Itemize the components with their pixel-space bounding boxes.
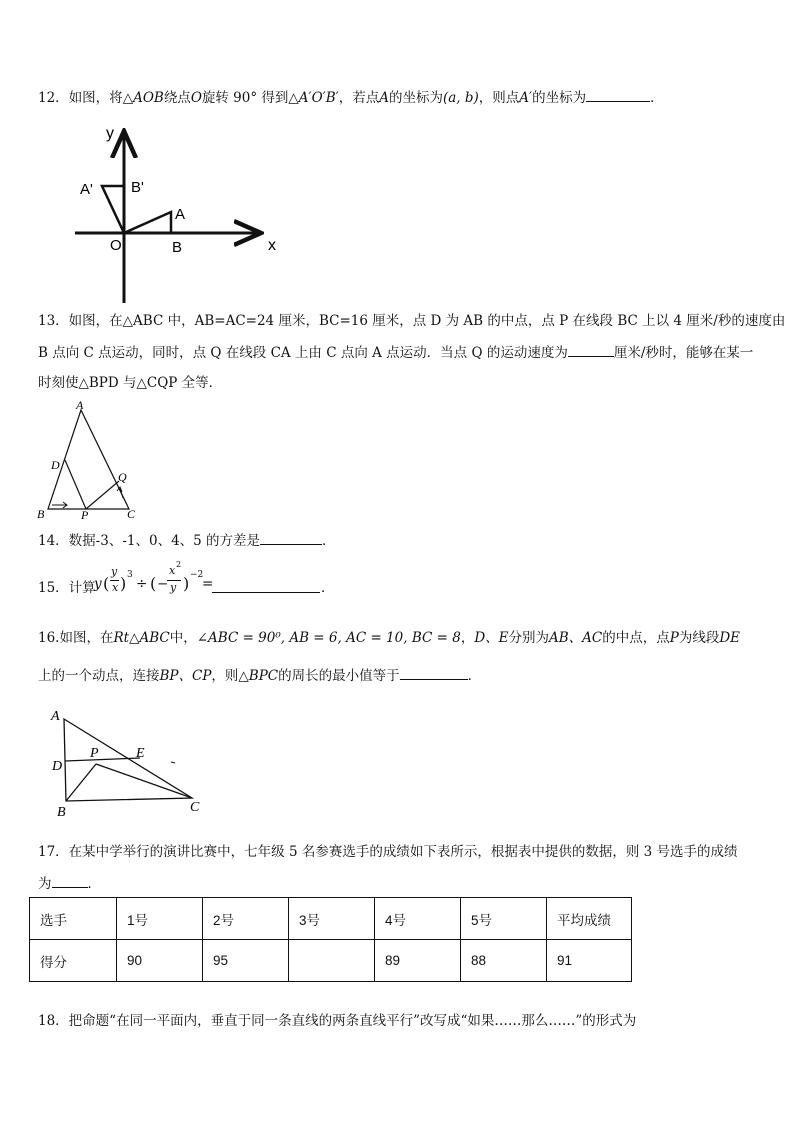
question-12: 12．如图，将△AOB绕点O旋转 90° 得到△A′O′B′，若点A的坐标为(a, b)，则点A′的坐标为 ． <box>38 87 664 108</box>
label-d: D <box>52 759 63 774</box>
table-header-cell: 2号 <box>203 898 289 940</box>
table-cell: 91 <box>547 940 632 982</box>
table-cell: 得分 <box>30 940 117 982</box>
label-e: E <box>136 746 145 761</box>
dash-mark <box>171 762 175 763</box>
question-13-line-1: 13．如图，在△ABC 中，AB=AC=24 厘米，BC=16 厘米，点 D 为 AB 的中点，点 P 在线段 BC 上以 4 厘米/秒的速度由 <box>38 313 786 329</box>
figure-16-right-triangle <box>46 703 216 828</box>
question-17-line-1: 17．在某中学举行的演讲比赛中，七年级 5 名参赛选手的成绩如下表所示，根据表中提供的数据，则 3 号选手的成绩 <box>38 844 738 860</box>
segment-pq <box>86 481 119 509</box>
label-q: Q <box>118 470 127 484</box>
label-p: P <box>90 746 99 761</box>
label-a: A <box>175 206 186 223</box>
figure-13-triangle-abc <box>34 398 146 522</box>
table-header-row <box>30 898 632 940</box>
table-cell: 89 <box>375 940 461 982</box>
triangle-aob <box>124 212 171 233</box>
answer-blank-15[interactable] <box>212 578 320 593</box>
label-b: B <box>57 805 66 820</box>
label-o: O <box>110 237 122 254</box>
table-header-cell: 5号 <box>461 898 547 940</box>
motion-arrow-bp <box>52 502 67 508</box>
label-x: x <box>268 237 276 254</box>
table-cell-empty[interactable] <box>289 940 375 982</box>
label-b-prime: B' <box>131 179 144 196</box>
question-13-line-3: 时刻使△BPD 与△CQP 全等． <box>38 375 223 391</box>
question-14: 14．数据-3、-1、0、4、5 的方差是 ． <box>38 530 336 551</box>
question-13-line-2: B 点向 C 点运动，同时，点 Q 在线段 CA 上由 C 点向 A 点运动．当点 Q 的运动速度为 厘米/秒时，能够在某一 <box>38 342 753 363</box>
table-header-cell: 4号 <box>375 898 461 940</box>
label-c: C <box>127 507 136 521</box>
table-header-cell: 3号 <box>289 898 375 940</box>
segment-bp <box>66 764 96 801</box>
label-a: A <box>76 398 84 412</box>
answer-blank-17[interactable] <box>52 873 88 888</box>
label-b: B <box>172 239 183 256</box>
label-d: D <box>51 458 60 472</box>
triangle-abc <box>48 410 129 509</box>
triangle-a1o1b1 <box>102 186 124 233</box>
motion-arrow-cq <box>117 487 123 498</box>
answer-blank-12[interactable] <box>586 87 650 102</box>
table-cell: 90 <box>117 940 203 982</box>
table-header-cell: 选手 <box>30 898 117 940</box>
table-cell: 88 <box>461 940 547 982</box>
label-a: A <box>51 709 60 724</box>
answer-blank-14[interactable] <box>260 530 322 545</box>
question-16-line-2: 上的一个动点，连接BP、CP，则△BPC的周长的最小值等于 ． <box>38 665 481 686</box>
question-16-line-1: 16.如图，在Rt△ABC中，∠ABC = 90⁰, AB = 6, AC = 10, BC = 8，D、E分别为AB、AC的中点，点P为线段DE <box>38 630 741 646</box>
figure-12-coordinate-plane <box>70 120 290 305</box>
label-c: C <box>190 800 200 815</box>
answer-blank-16[interactable] <box>400 665 468 680</box>
scores-table <box>29 897 632 982</box>
question-17-line-2: 为 ． <box>38 873 101 894</box>
segment-dp <box>65 460 86 509</box>
table-header-cell: 平均成绩 <box>547 898 632 940</box>
question-15: 15．计算 y ( y x ) 3 ÷ ( − x 2 y ) −2 = ． <box>38 560 335 596</box>
label-a-prime: A' <box>80 181 93 198</box>
question-18: 18．把命题“在同一平面内，垂直于同一条直线的两条直线平行”改写成“如果……那么……”的形式为 <box>38 1013 637 1029</box>
label-p: P <box>81 508 89 522</box>
table-header-cell: 1号 <box>117 898 203 940</box>
label-b: B <box>37 507 45 521</box>
label-y: y <box>106 125 114 142</box>
table-row <box>30 940 632 982</box>
answer-blank-13[interactable] <box>568 342 614 357</box>
table-cell: 95 <box>203 940 289 982</box>
